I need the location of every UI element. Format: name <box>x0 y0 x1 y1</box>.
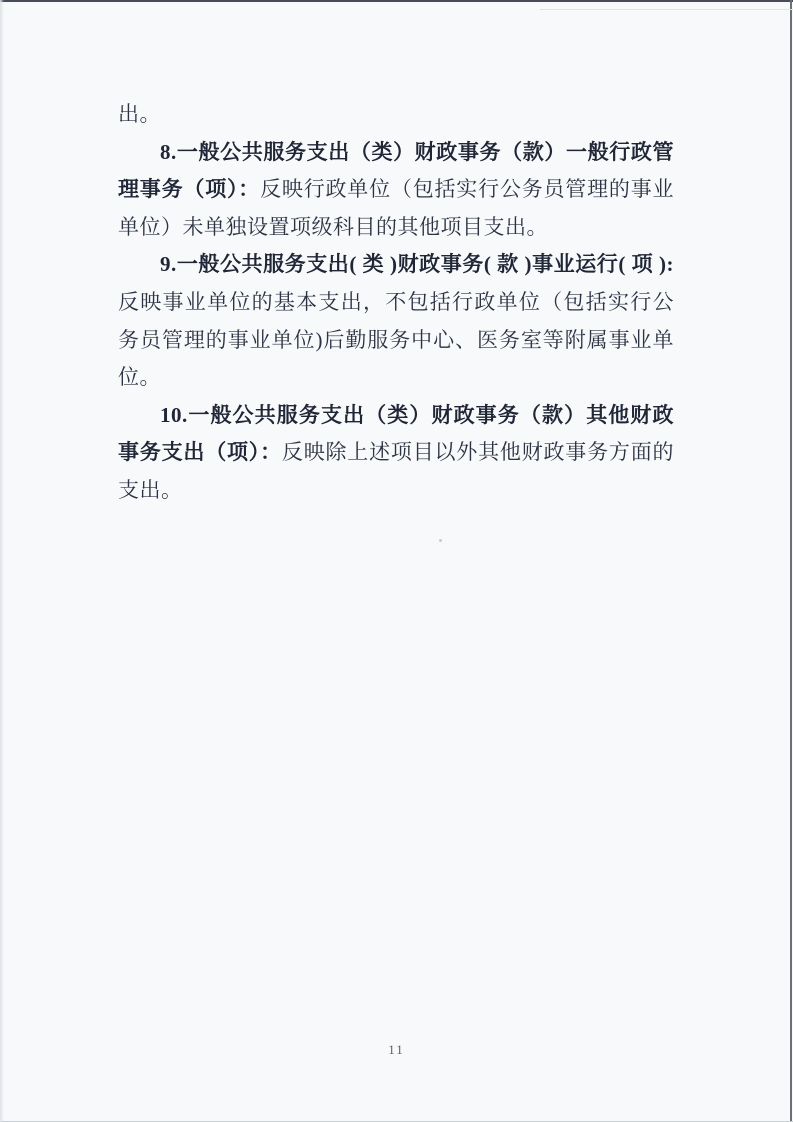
item-10-heading: 10.一般公共服务支出（类）财政事务（款）其他财政事务支出（项）： <box>118 402 674 465</box>
scan-faint-rule <box>540 9 793 10</box>
paragraph-continuation-text: 出。 <box>118 102 161 126</box>
item-9-body: 反映事业单位的基本支出，不包括行政单位（包括实行公务员管理的事业单位)后勤服务中心、医务室等附属事业单位。 <box>118 289 674 390</box>
item-9-heading: 9.一般公共服务支出( 类 )财政事务( 款 )事业运行( 项 ): <box>160 252 674 277</box>
scan-edge-top <box>0 0 793 2</box>
item-10-body: 反映除上述项目以外其他财政事务方面的支出。 <box>118 440 675 502</box>
item-8-heading: 8.一般公共服务支出（类）财政事务（款）一般行政管理事务（项）： <box>118 139 674 202</box>
scan-edge-right <box>790 0 792 1122</box>
scan-edge-left <box>0 0 4 1122</box>
paragraph-item-8 <box>118 134 674 247</box>
body-text-block <box>118 96 674 510</box>
scan-speck <box>439 539 442 542</box>
page-number: 11 <box>388 1042 405 1057</box>
item-8-body: 反映行政单位（包括实行公务员管理的事业单位）未单独设置项级科目的其他项目支出。 <box>118 177 675 239</box>
paragraph-continuation <box>118 96 674 134</box>
paragraph-item-9 <box>118 246 674 396</box>
paragraph-item-10 <box>118 397 674 510</box>
